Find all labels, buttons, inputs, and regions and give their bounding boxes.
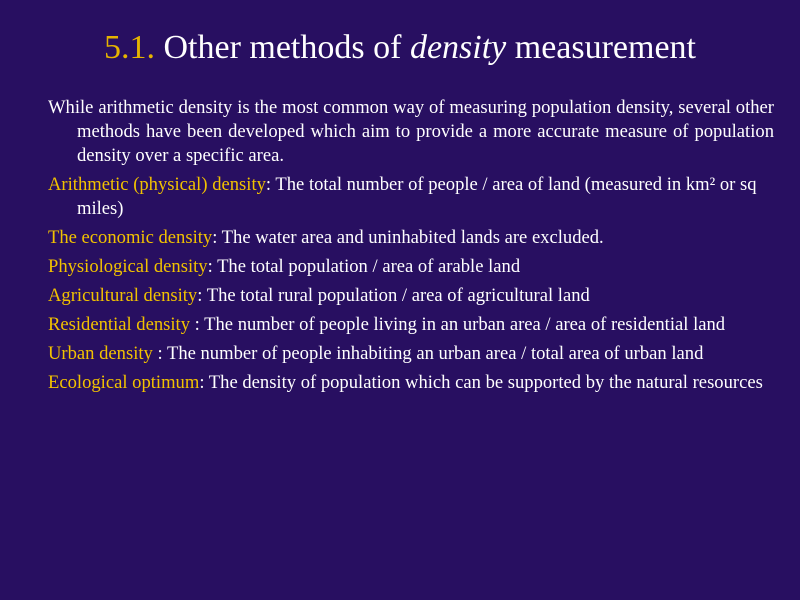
definition-description: : The number of people inhabiting an urban area / total area of urban land	[152, 343, 704, 364]
definition-description: : The density of population which can be supported by the natural resources	[199, 372, 763, 393]
definition-description: : The number of people living in an urban area / area of residential land	[190, 314, 726, 335]
definition-term: Agricultural density	[48, 285, 198, 306]
definition-term: Physiological density	[48, 256, 208, 277]
definition-description: : The total population / area of arable land	[207, 256, 521, 277]
definition-description: : The water area and uninhabited lands are excluded.	[212, 227, 604, 248]
definition-description: : The total rural population / area of agricultural land	[197, 285, 590, 306]
title-section-number: 5.1.	[103, 29, 155, 66]
title-text-after: measurement	[514, 29, 697, 66]
definition-term: Urban density	[48, 343, 153, 364]
slide-title	[0, 26, 800, 70]
definition-economic-density	[48, 226, 774, 250]
definition-agricultural-density	[48, 284, 774, 308]
definition-residential-density	[48, 313, 774, 337]
slide-body	[48, 96, 774, 400]
title-emphasis: density	[409, 29, 507, 66]
definition-term: Arithmetic (physical) density	[48, 174, 266, 195]
definition-description: : The total number of people / area of land (measured in km² or sq miles)	[77, 174, 757, 219]
definition-physiological-density	[48, 255, 774, 279]
intro-paragraph: While arithmetic density is the most common way of measuring population density, several other methods have been developed which aim to provide a more accurate measure of population density over a specific area.	[48, 97, 774, 166]
definition-term: Residential density	[48, 314, 191, 335]
definition-term: The economic density	[48, 227, 213, 248]
definition-urban-density	[48, 342, 774, 366]
definition-term: Ecological optimum	[48, 372, 200, 393]
definition-arithmetic-density	[48, 173, 774, 221]
definition-ecological-optimum	[48, 371, 774, 395]
title-text-before: Other methods of	[163, 29, 402, 66]
